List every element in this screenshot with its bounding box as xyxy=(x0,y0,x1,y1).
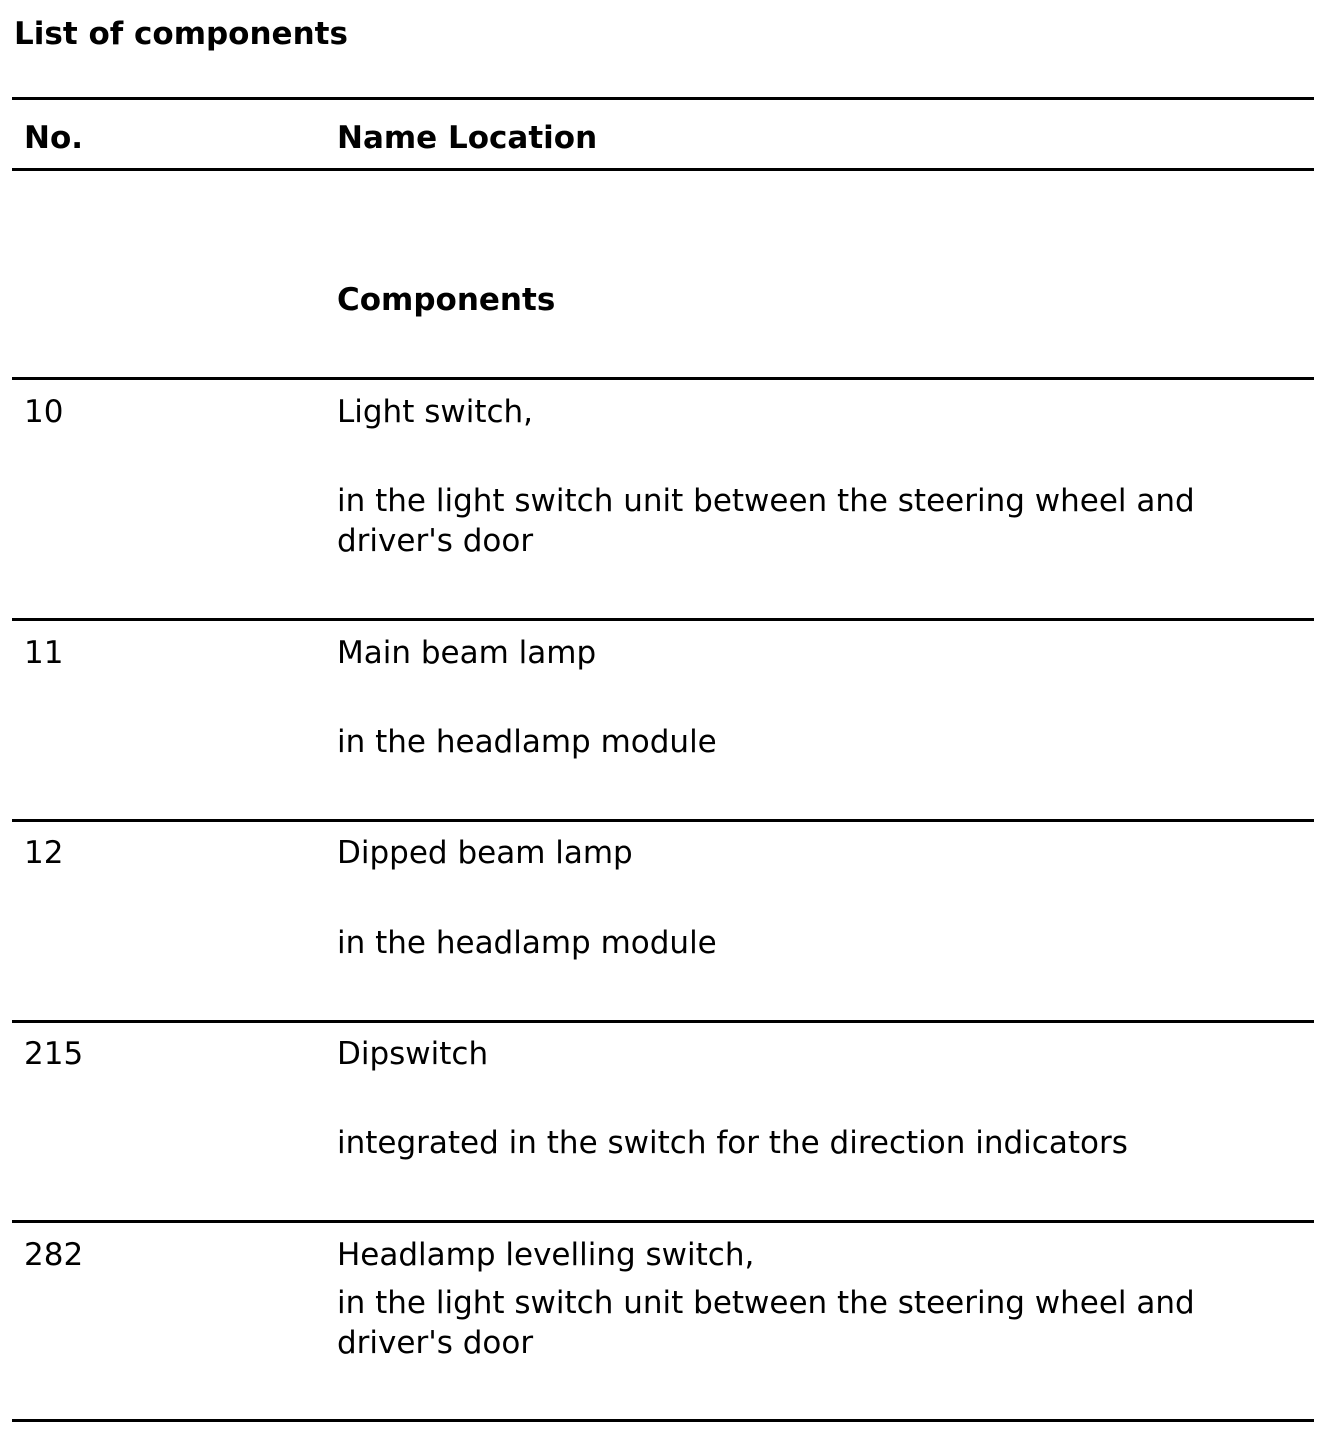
page-title: List of components xyxy=(14,16,348,52)
component-location: in the headlamp module xyxy=(337,724,717,760)
header-bottom-rule xyxy=(12,168,1314,171)
component-location-continued: driver's door xyxy=(337,1325,534,1361)
row-number: 11 xyxy=(24,635,64,671)
row-number: 282 xyxy=(24,1237,84,1273)
component-location: in the light switch unit between the steering wheel and xyxy=(337,483,1195,519)
component-location: in the headlamp module xyxy=(337,925,717,961)
component-name: Light switch, xyxy=(337,394,534,430)
row-number: 12 xyxy=(24,835,64,871)
table-bottom-rule xyxy=(12,1419,1314,1422)
table-top-rule xyxy=(12,97,1314,100)
row-divider xyxy=(12,1020,1314,1023)
component-name: Headlamp levelling switch, xyxy=(337,1237,755,1273)
row-divider xyxy=(12,1220,1314,1223)
component-location: in the light switch unit between the steering wheel and xyxy=(337,1285,1195,1321)
row-divider xyxy=(12,377,1314,380)
row-number: 215 xyxy=(24,1036,84,1072)
header-name-location: Name Location xyxy=(337,120,598,156)
component-name: Dipped beam lamp xyxy=(337,835,633,871)
row-divider xyxy=(12,618,1314,621)
component-location: integrated in the switch for the direction indicators xyxy=(337,1125,1128,1161)
row-divider xyxy=(12,819,1314,822)
component-location-continued: driver's door xyxy=(337,523,534,559)
component-name: Main beam lamp xyxy=(337,635,597,671)
row-number: 10 xyxy=(24,394,64,430)
section-heading: Components xyxy=(337,282,556,318)
header-no: No. xyxy=(24,120,84,156)
component-name: Dipswitch xyxy=(337,1036,489,1072)
